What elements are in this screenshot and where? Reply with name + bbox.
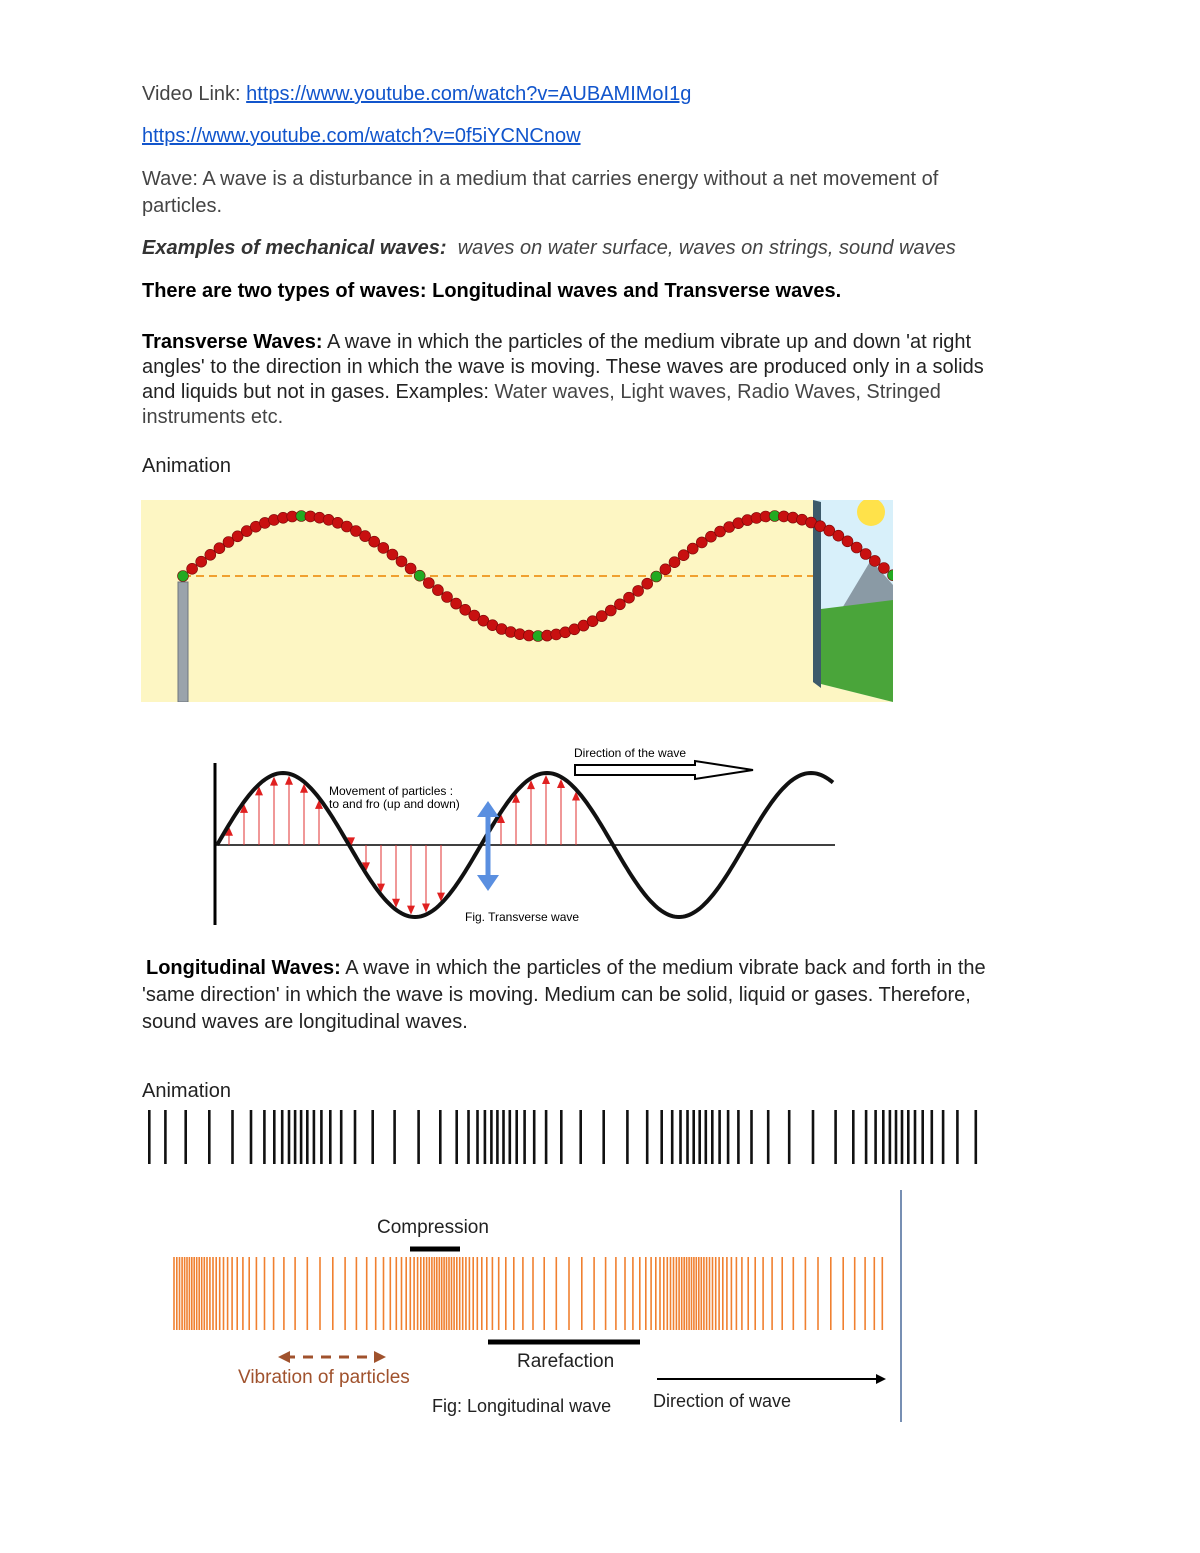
animation-bar <box>502 1110 505 1164</box>
video-link-1[interactable]: https://www.youtube.com/watch?v=AUBAMIMoI1g <box>246 83 692 105</box>
animation-bar <box>329 1110 332 1164</box>
animation-bar <box>975 1110 978 1164</box>
animation-bar <box>686 1110 689 1164</box>
direction-of-wave-label: Direction of wave <box>653 1391 792 1411</box>
animation-bar <box>533 1110 536 1164</box>
bead <box>187 563 198 574</box>
transverse-text-1: A wave in which the particles of the medium vibrate up and down 'at right <box>326 331 972 353</box>
animation-bar <box>956 1110 959 1164</box>
animation-bar <box>942 1110 945 1164</box>
animation-bar <box>184 1110 187 1164</box>
animation-bar <box>914 1110 917 1164</box>
transverse-wave-diagram <box>205 735 845 927</box>
animation-bar <box>646 1110 649 1164</box>
bead <box>624 592 635 603</box>
longitudinal-term: Longitudinal Waves: <box>146 957 341 979</box>
animation-bar <box>679 1110 682 1164</box>
bead <box>860 549 871 560</box>
animation-bar <box>288 1110 291 1164</box>
animation-bar <box>393 1110 396 1164</box>
compression-label: Compression <box>377 1217 489 1238</box>
vibration-arrow <box>278 1351 386 1363</box>
bead <box>432 585 443 596</box>
animation-bar <box>889 1110 892 1164</box>
animation-bar <box>560 1110 563 1164</box>
transverse-animation-image <box>141 500 893 702</box>
animation-bar <box>865 1110 868 1164</box>
pole <box>178 582 188 702</box>
longitudinal-text-1: A wave in which the particles of the medium vibrate back and forth in the <box>345 957 986 979</box>
types-heading: There are two types of waves: Longitudinal waves and Transverse waves. <box>142 280 842 302</box>
animation-bar <box>300 1110 303 1164</box>
movement-label-2: to and fro (up and down) <box>329 797 460 811</box>
animation-bar <box>509 1110 512 1164</box>
animation-bar <box>711 1110 714 1164</box>
animation-bar <box>467 1110 470 1164</box>
animation-bar <box>208 1110 211 1164</box>
animation-bar <box>705 1110 708 1164</box>
transverse-text-3b: Water waves, Light waves, Radio Waves, Stringed <box>494 381 941 403</box>
animation-label-2: Animation <box>142 1080 231 1102</box>
animation-bar <box>750 1110 753 1164</box>
transverse-line-1 <box>142 330 971 355</box>
animation-bar <box>579 1110 582 1164</box>
animation-bar <box>371 1110 374 1164</box>
animation-bar <box>767 1110 770 1164</box>
animation-bar <box>250 1110 253 1164</box>
video-link-label: Video Link: <box>142 83 241 105</box>
animation-bar <box>354 1110 357 1164</box>
animation-bars <box>148 1110 977 1164</box>
animation-bar <box>727 1110 730 1164</box>
animation-bar <box>496 1110 499 1164</box>
bead <box>405 563 416 574</box>
animation-bar <box>698 1110 701 1164</box>
animation-bar <box>523 1110 526 1164</box>
transverse-term: Transverse Waves: <box>142 331 323 353</box>
animation-bar <box>874 1110 877 1164</box>
bead <box>633 585 644 596</box>
examples-line <box>142 236 956 261</box>
animation-bar <box>455 1110 458 1164</box>
direction-of-wave-arrow <box>657 1374 886 1384</box>
bead <box>878 563 889 574</box>
longitudinal-line-2: 'same direction' in which the wave is moving. Medium can be solid, liquid or gases. Therefore, <box>142 984 971 1006</box>
rarefaction-label: Rarefaction <box>517 1351 615 1372</box>
bead-green <box>414 570 425 581</box>
animation-bar <box>901 1110 904 1164</box>
animation-bar <box>294 1110 297 1164</box>
animation-label-1: Animation <box>142 455 231 477</box>
wave-definition-line-2: particles. <box>142 195 223 217</box>
transverse-line-2: angles' to the direction in which the wave is moving. These waves are produced only in a solids <box>142 356 984 378</box>
bead <box>851 542 862 553</box>
transverse-line-4: instruments etc. <box>142 406 284 428</box>
animation-bar <box>231 1110 234 1164</box>
animation-bar <box>882 1110 885 1164</box>
direction-label: Direction of the wave <box>574 746 687 760</box>
particle-arrowhead <box>285 776 293 785</box>
animation-bar <box>313 1110 316 1164</box>
animation-bar <box>921 1110 924 1164</box>
bead <box>387 549 398 560</box>
animation-bar <box>340 1110 343 1164</box>
animation-bar <box>320 1110 323 1164</box>
animation-bar <box>718 1110 721 1164</box>
animation-bar <box>476 1110 479 1164</box>
bead <box>423 578 434 589</box>
transverse-line-3 <box>142 380 941 405</box>
bead <box>196 556 207 567</box>
bead <box>614 599 625 610</box>
animation-bar <box>545 1110 548 1164</box>
animation-bar <box>306 1110 309 1164</box>
wave-definition-line-1: Wave: A wave is a disturbance in a medium that carries energy without a net movement of <box>142 168 939 190</box>
animation-bar <box>515 1110 518 1164</box>
animation-bar <box>273 1110 276 1164</box>
bead <box>205 549 216 560</box>
animation-bar <box>852 1110 855 1164</box>
longitudinal-animation-image <box>144 1108 996 1166</box>
animation-bar <box>834 1110 837 1164</box>
direction-arrow <box>575 761 753 779</box>
transverse-caption: Fig. Transverse wave <box>465 910 580 924</box>
animation-bar <box>417 1110 420 1164</box>
animation-bar <box>490 1110 493 1164</box>
animation-bar <box>812 1110 815 1164</box>
animation-bar <box>281 1110 284 1164</box>
animation-bar <box>148 1110 151 1164</box>
longitudinal-line-3: sound waves are longitudinal waves. <box>142 1011 468 1033</box>
examples-text: waves on water surface, waves on strings, sound waves <box>457 237 956 259</box>
video-link-line-2 <box>142 124 581 149</box>
animation-bar <box>931 1110 934 1164</box>
bead <box>669 557 680 568</box>
animation-bar <box>737 1110 740 1164</box>
bead <box>642 578 653 589</box>
bead <box>869 555 880 566</box>
particle-lines <box>174 1257 882 1330</box>
bead <box>396 556 407 567</box>
animation-bar <box>164 1110 167 1164</box>
bead <box>378 542 389 553</box>
bead <box>678 550 689 561</box>
animation-bar <box>439 1110 442 1164</box>
video-link-line <box>142 82 691 107</box>
longitudinal-caption: Fig: Longitudinal wave <box>432 1396 612 1416</box>
movement-label-1: Movement of particles : <box>329 784 454 798</box>
longitudinal-line-1 <box>146 956 986 981</box>
animation-bar <box>692 1110 695 1164</box>
bead <box>442 592 453 603</box>
transverse-text-3a: and liquids but not in gases. Examples: <box>142 381 489 403</box>
animation-bar <box>660 1110 663 1164</box>
animation-bar <box>671 1110 674 1164</box>
animation-bar <box>895 1110 898 1164</box>
bead-green <box>651 571 662 582</box>
animation-bar <box>626 1110 629 1164</box>
animation-bar <box>263 1110 266 1164</box>
particle-arrowhead <box>542 775 550 784</box>
animation-bar <box>602 1110 605 1164</box>
animation-bar <box>907 1110 910 1164</box>
longitudinal-wave-diagram <box>170 1190 910 1422</box>
particle-arrowhead <box>407 906 415 915</box>
video-link-2[interactable]: https://www.youtube.com/watch?v=0f5iYCNCnow <box>142 125 581 147</box>
animation-bar <box>484 1110 487 1164</box>
bead <box>660 564 671 575</box>
animation-bar <box>788 1110 791 1164</box>
examples-label: Examples of mechanical waves: <box>142 237 447 259</box>
bead-green <box>178 571 189 582</box>
vibration-label: Vibration of particles <box>238 1367 410 1388</box>
